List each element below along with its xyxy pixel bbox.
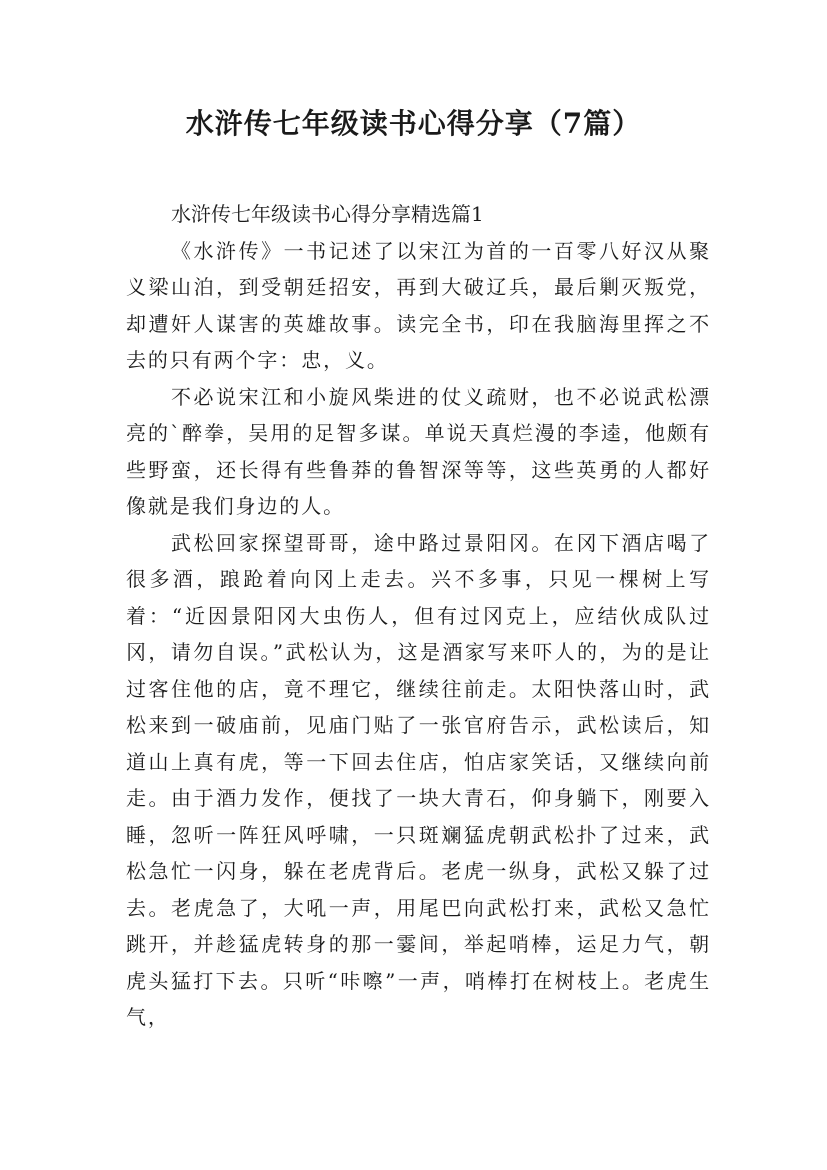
paragraph-2: 不必说宋江和小旋风柴进的仗义疏财，也不必说武松漂亮的`醉拳，吴用的足智多谋。单说天真烂漫的李逵，他颇有些野蛮，还长得有些鲁莽的鲁智深等等，这些英勇的人都好像就是我们身边的人。: [126, 384, 711, 518]
section-heading: 水浒传七年级读书心得分享精选篇1: [171, 202, 484, 226]
paragraph-1: 《水浒传》一书记述了以宋江为首的一百零八好汉从聚义梁山泊，到受朝廷招安，再到大破辽兵，最后剿灭叛党，却遭奸人谋害的英雄故事。读完全书，印在我脑海里挥之不去的只有两个字：忠，义。: [126, 238, 711, 372]
document-body: [126, 196, 711, 1036]
document-title: 水浒传七年级读书心得分享（7篇）: [185, 107, 642, 140]
paragraph-3: 武松回家探望哥哥，途中路过景阳冈。在冈下酒店喝了很多酒，踉跄着向冈上走去。兴不多事，只见一棵树上写着：“近因景阳冈大虫伤人，但有过冈克上，应结伙成队过冈，请勿自误。”武松认为，这是酒家写来吓人的，为的是让过客住他的店，竟不理它，继续往前走。太阳快落山时，武松来到一破庙前，见庙门贴了一张官府告示，武松读后，知道山上真有虎，等一下回去住店，怕店家笑话，又继续向前走。由于酒力发作，便找了一块大青石，仰身躺下，刚要入睡，忽听一阵狂风呼啸，一只斑斓猛虎朝武松扑了过来，武松急忙一闪身，躲在老虎背后。老虎一纵身，武松又躲了过去。老虎急了，大吼一声，用尾巴向武松打来，武松又急忙跳开，并趁猛虎转身的那一霎间，举起哨棒，运足力气，朝虎头猛打下去。只听“咔嚓”一声，哨棒打在树枝上。老虎生气，: [126, 530, 711, 1029]
